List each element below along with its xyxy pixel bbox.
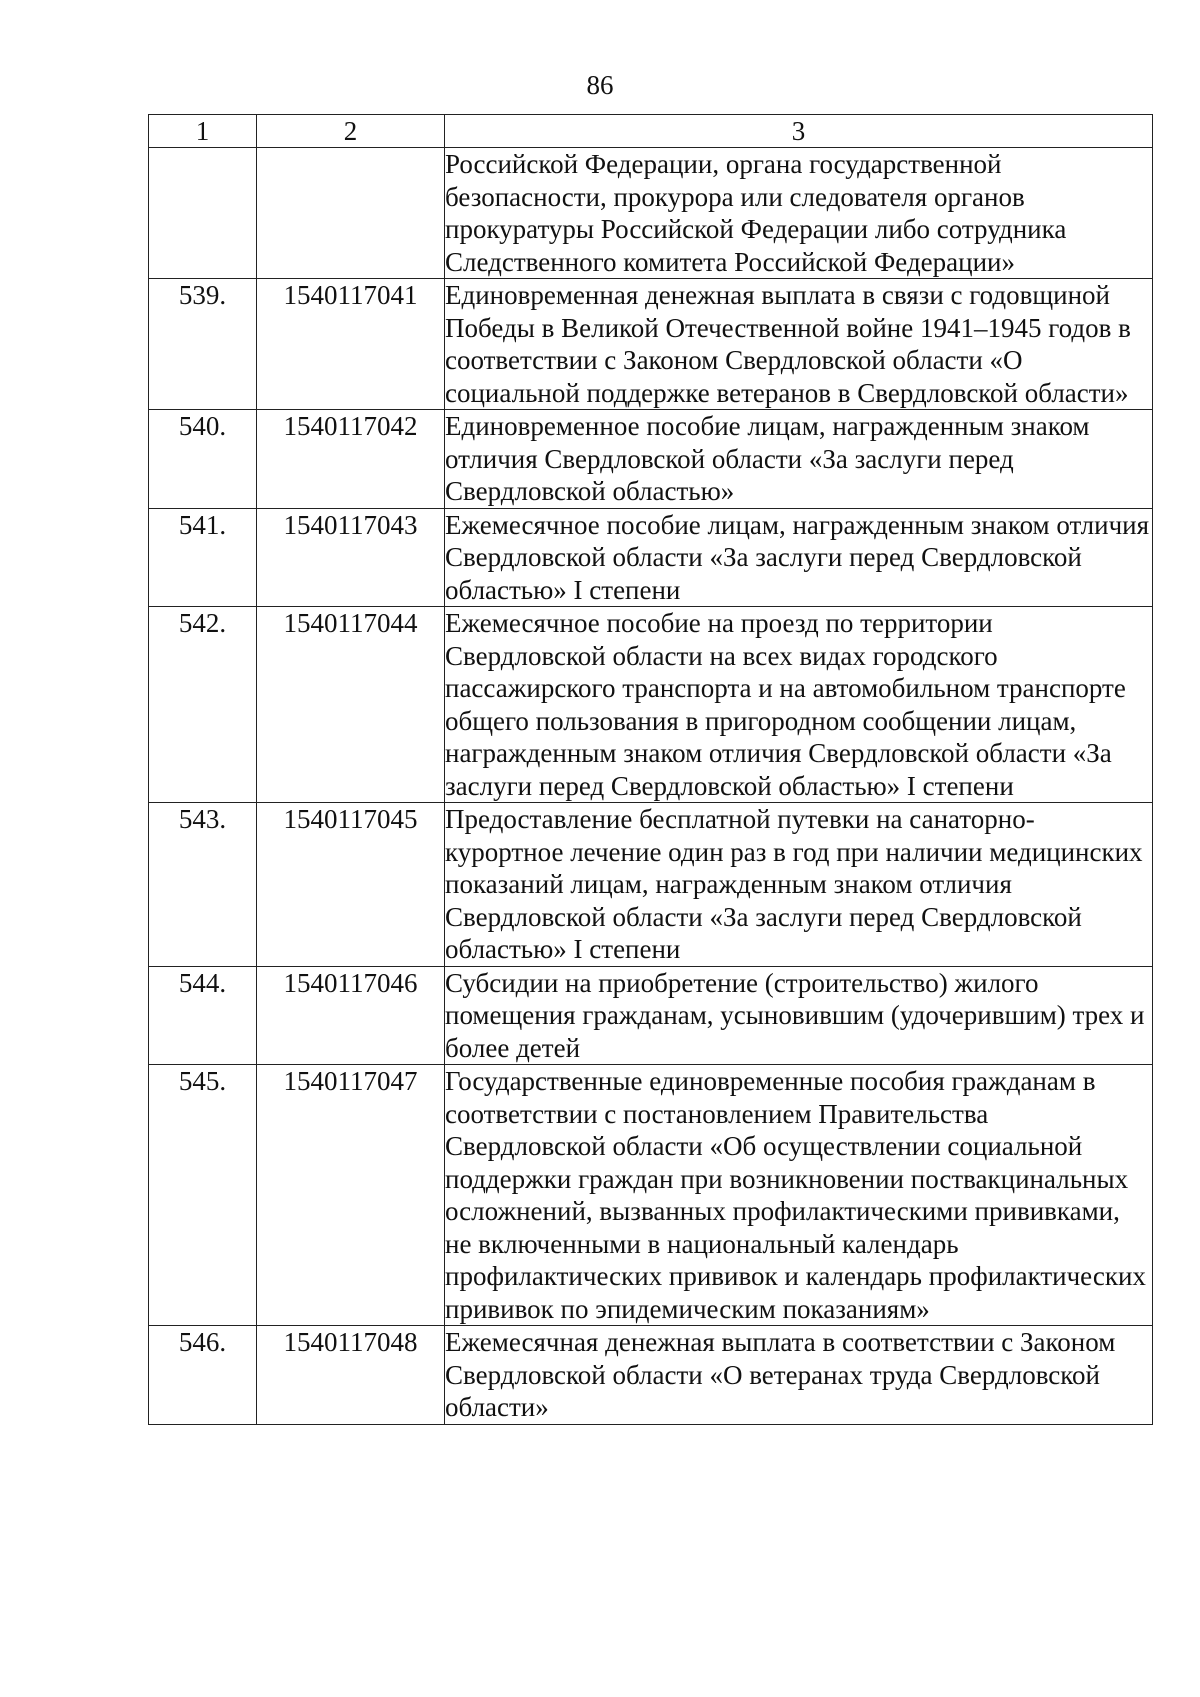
table-row bbox=[149, 148, 1153, 279]
row-description: Субсидии на приобретение (строительство) жилого помещения гражданам, усыновившим (удочерившим) трех и более детей bbox=[445, 966, 1153, 1065]
row-code: 1540117042 bbox=[257, 410, 445, 509]
row-code: 1540117046 bbox=[257, 966, 445, 1065]
column-header-number: 1 bbox=[149, 115, 257, 148]
row-description: Ежемесячное пособие на проезд по территории Свердловской области на всех видах городского пассажирского транспорта и на автомобильном транспорте общего пользования в пригородном сообщении лицам, награжденным знаком отличия Свердловской области «За заслуги перед Свердловской областью» I степени bbox=[445, 607, 1153, 803]
row-code: 1540117041 bbox=[257, 279, 445, 410]
row-description: Ежемесячное пособие лицам, награжденным знаком отличия Свердловской области «За заслуги перед Свердловской областью» I степени bbox=[445, 508, 1153, 607]
table-row bbox=[149, 607, 1153, 803]
row-number: 545. bbox=[149, 1065, 257, 1326]
row-code bbox=[257, 148, 445, 279]
registry-table bbox=[148, 114, 1153, 1425]
table-row bbox=[149, 508, 1153, 607]
row-description: Единовременное пособие лицам, награжденным знаком отличия Свердловской области «За заслуги перед Свердловской областью» bbox=[445, 410, 1153, 509]
row-number: 546. bbox=[149, 1326, 257, 1425]
row-description: Единовременная денежная выплата в связи с годовщиной Победы в Великой Отечественной войне 1941–1945 годов в соответствии с Законом Свердловской области «О социальной поддержке ветеранов в Свердловской области» bbox=[445, 279, 1153, 410]
row-number: 541. bbox=[149, 508, 257, 607]
table-row bbox=[149, 410, 1153, 509]
row-number: 539. bbox=[149, 279, 257, 410]
column-header-code: 2 bbox=[257, 115, 445, 148]
table-row bbox=[149, 1326, 1153, 1425]
column-header-description: 3 bbox=[445, 115, 1153, 148]
row-code: 1540117047 bbox=[257, 1065, 445, 1326]
row-code: 1540117044 bbox=[257, 607, 445, 803]
row-description: Предоставление бесплатной путевки на санаторно-курортное лечение один раз в год при наличии медицинских показаний лицам, награжденным знаком отличия Свердловской области «За заслуги перед Свердловской областью» I степени bbox=[445, 803, 1153, 967]
row-code: 1540117045 bbox=[257, 803, 445, 967]
table-row bbox=[149, 1065, 1153, 1326]
row-code: 1540117043 bbox=[257, 508, 445, 607]
row-number: 544. bbox=[149, 966, 257, 1065]
row-description: Государственные единовременные пособия гражданам в соответствии с постановлением Правительства Свердловской области «Об осуществлении социальной поддержки граждан при возникновении поствакцинальных осложнений, вызванных профилактическими прививками, не включенными в национальный календарь профилактических прививок и календарь профилактических прививок по эпидемическим показаниям» bbox=[445, 1065, 1153, 1326]
page-number: 86 bbox=[586, 70, 614, 100]
table-row bbox=[149, 803, 1153, 967]
row-number: 542. bbox=[149, 607, 257, 803]
row-number: 540. bbox=[149, 410, 257, 509]
row-number bbox=[149, 148, 257, 279]
row-description: Российской Федерации, органа государственной безопасности, прокурора или следователя органов прокуратуры Российской Федерации либо сотрудника Следственного комитета Российской Федерации» bbox=[445, 148, 1153, 279]
row-number: 543. bbox=[149, 803, 257, 967]
table-header-row bbox=[149, 115, 1153, 148]
row-code: 1540117048 bbox=[257, 1326, 445, 1425]
table-row bbox=[149, 966, 1153, 1065]
row-description: Ежемесячная денежная выплата в соответствии с Законом Свердловской области «О ветеранах труда Свердловской области» bbox=[445, 1326, 1153, 1425]
table-row bbox=[149, 279, 1153, 410]
